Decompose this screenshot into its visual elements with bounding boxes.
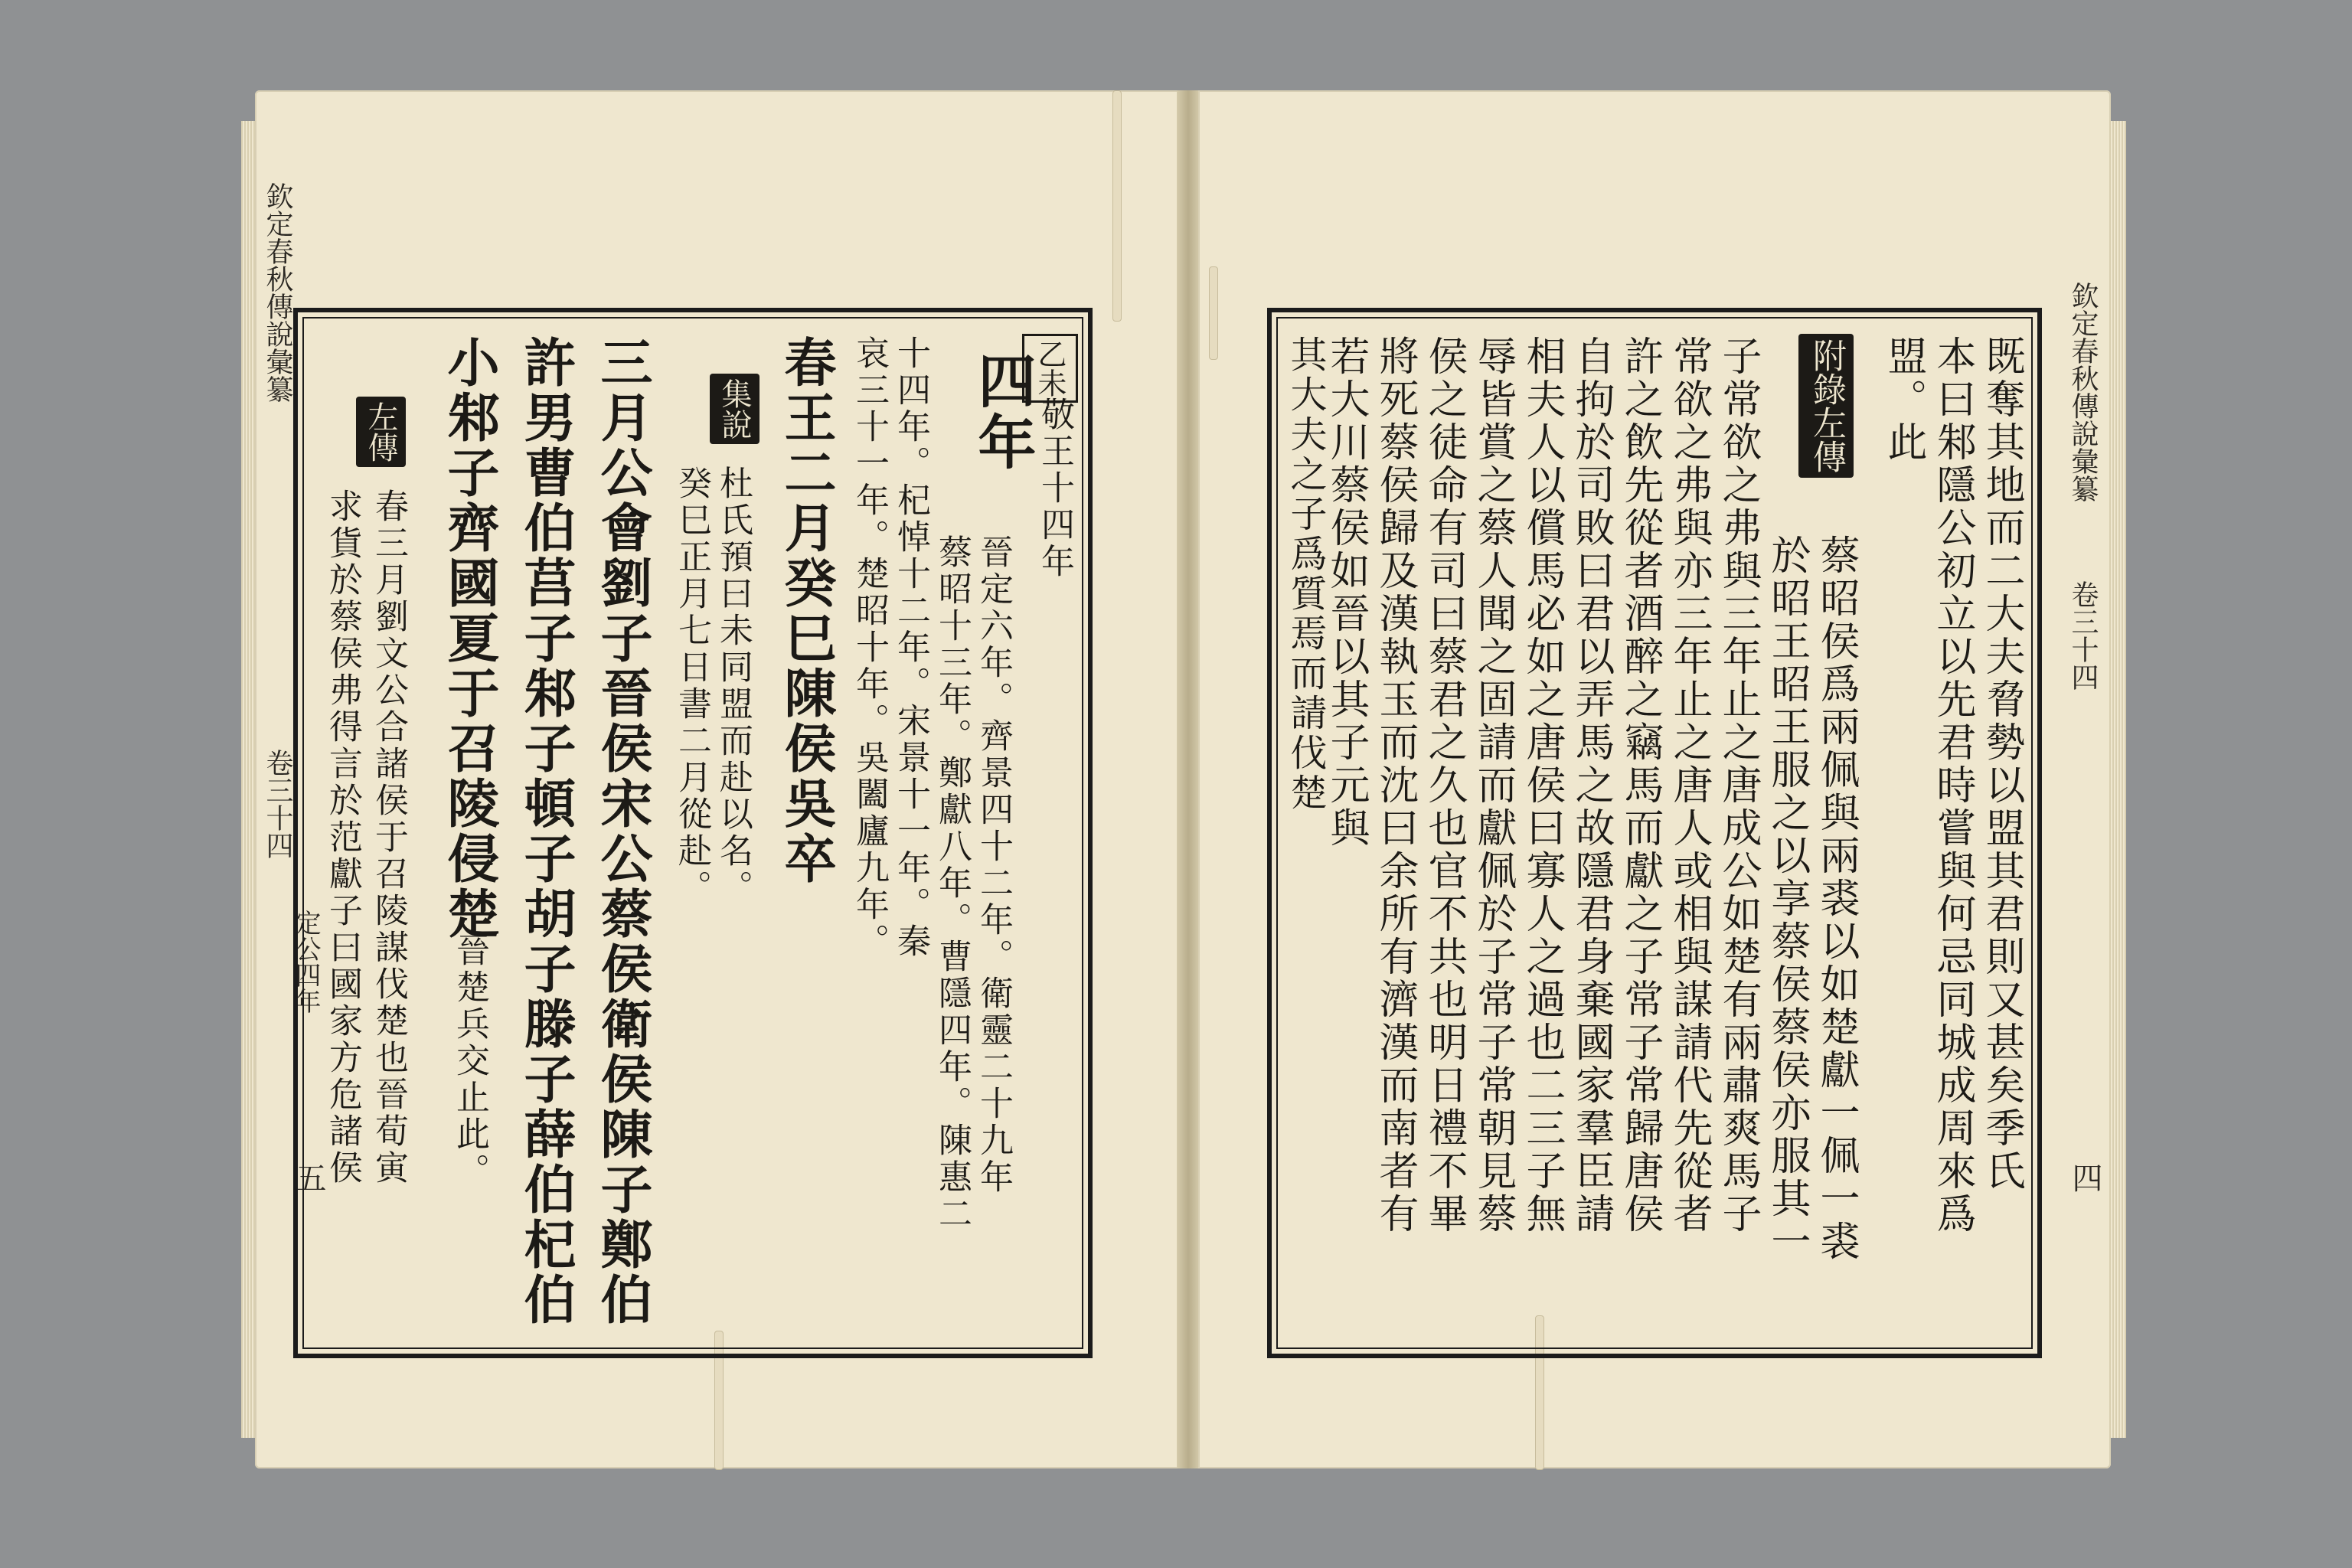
text-column: 若大川蔡侯如晉以其子元與 bbox=[1323, 335, 1369, 850]
left-margin-title: 欽定春秋傳說彙纂 bbox=[262, 182, 293, 403]
binding-thread bbox=[1209, 266, 1218, 360]
text-column: 本曰邾隱公初立以先君時嘗與何忌同城成周來爲 bbox=[1929, 335, 1975, 1236]
binding-thread bbox=[1112, 90, 1122, 322]
year-note: 十四年。杞悼十二年。宋景十一年。秦 bbox=[891, 335, 930, 960]
year-note: 哀三十一年。楚昭十年。吳闔廬九年。 bbox=[850, 335, 889, 960]
book-gutter bbox=[1177, 90, 1200, 1468]
right-margin-volume: 卷三十四 bbox=[2067, 580, 2099, 691]
year-note: 蔡昭十三年。鄭獻八年。曹隱四年。陳惠二 bbox=[933, 534, 972, 1233]
open-book bbox=[241, 90, 2125, 1476]
year-box-label: 乙未 bbox=[1022, 334, 1078, 403]
collected-text: 癸巳正月七日書二月從赴。 bbox=[672, 466, 711, 906]
text-column: 將死蔡侯歸及漢執玉而沈曰余所有濟漢而南者有 bbox=[1372, 335, 1418, 1236]
text-column: 於昭王昭王服之以享蔡侯蔡侯亦服其一 bbox=[1764, 534, 1810, 1263]
main-text: 三月公會劉子晉侯宋公蔡侯衛侯陳子鄭伯 bbox=[592, 335, 653, 1328]
year-heading: 四年 bbox=[969, 351, 1037, 473]
small-note: 晉楚兵交止此。 bbox=[450, 933, 489, 1190]
main-text: 春王二月癸巳陳侯吳卒 bbox=[776, 335, 837, 887]
left-page-number: 五 bbox=[291, 1162, 326, 1193]
main-text: 小邾子齊國夏于召陵侵楚 bbox=[439, 335, 500, 942]
collected-label: 集說 bbox=[710, 374, 760, 444]
collected-text: 杜氏預曰未同盟而赴以名。 bbox=[714, 466, 753, 906]
main-text: 許男曹伯莒子邾子頓子胡子滕子薛伯杞伯 bbox=[515, 335, 577, 1328]
right-margin-title: 欽定春秋傳說彙纂 bbox=[2067, 282, 2099, 502]
left-margin-volume: 卷三十四 bbox=[262, 749, 293, 859]
text-column: 自拘於司敗曰君以弄馬之故隱君身棄國家羣臣請 bbox=[1568, 335, 1614, 1236]
year-note: 敬王十四年 bbox=[1035, 397, 1074, 580]
page-edges-right bbox=[2109, 121, 2126, 1438]
text-column: 常欲之弗與亦三年止之唐人或相與謀請代先從者 bbox=[1666, 335, 1712, 1236]
zuo-text: 春三月劉文公合諸侯于召陵謀伐楚也晉荀寅 bbox=[369, 488, 408, 1187]
text-column: 子常欲之弗與三年止之唐成公如楚有兩肅爽馬子 bbox=[1715, 335, 1761, 1236]
appendix-label: 附錄左傳 bbox=[1798, 334, 1854, 478]
text-column: 既奪其地而二大夫脅勢以盟其君則又甚矣季氏 bbox=[1978, 335, 2024, 1193]
zuo-label: 左傳 bbox=[356, 397, 406, 467]
zuo-text: 求貨於蔡侯弗得言於范獻子曰國家方危諸侯 bbox=[323, 488, 362, 1187]
left-margin-subtitle: 定公四年 bbox=[290, 910, 321, 1014]
year-note: 晉定六年。齊景四十二年。衛靈二十九年 bbox=[974, 534, 1013, 1196]
text-column: 蔡昭侯爲兩佩與兩裘以如楚獻一佩一裘 bbox=[1813, 534, 1859, 1263]
text-column: 其大夫之子爲質焉而請伐楚 bbox=[1284, 335, 1327, 813]
text-column: 侯之徒命有司曰蔡君之久也官不共也明日禮不畢 bbox=[1421, 335, 1467, 1236]
text-column: 許之飲先從者酒醉之竊馬而獻之子常子常歸唐侯 bbox=[1617, 335, 1663, 1236]
text-column: 相夫人以償馬必如之唐侯曰寡人之過也二三子無 bbox=[1519, 335, 1565, 1236]
right-page-number: 四 bbox=[2067, 1162, 2102, 1193]
text-column: 盟。此 bbox=[1880, 335, 1926, 464]
text-column: 辱皆賞之蔡人聞之固請而獻佩於子常子常朝見蔡 bbox=[1470, 335, 1516, 1236]
